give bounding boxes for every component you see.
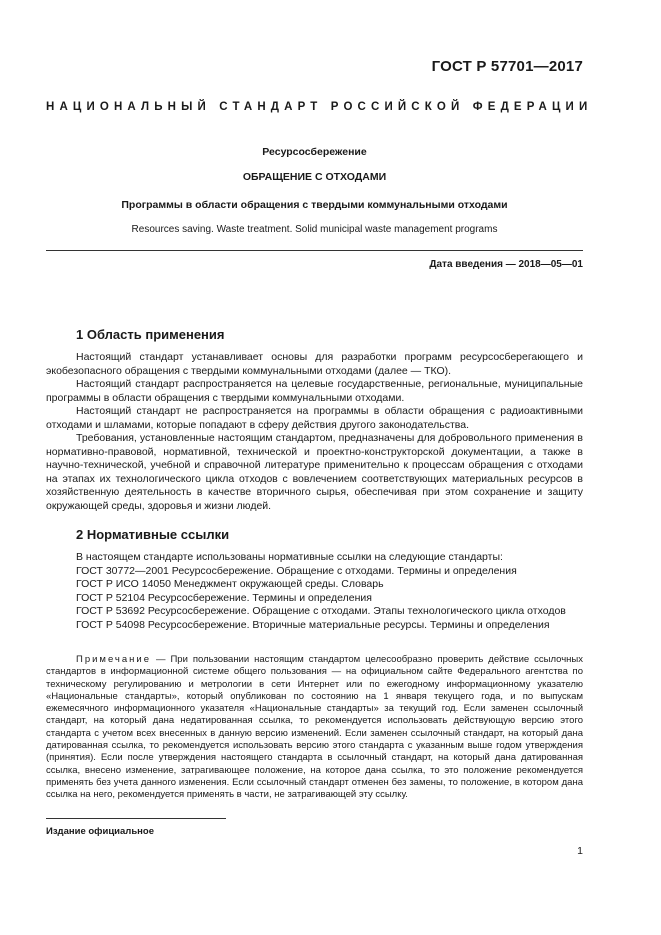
section-2-body <box>46 551 583 632</box>
note-label: Примечание <box>76 654 151 665</box>
note-text: — При пользовании настоящим стандартом целесообразно проверить действие ссылочных стандартов в информационной системе общего пользования — на официальном сайте Федерального агентства по техническому регулированию и метрологии в сети Интернет или по ежегодному информационному указателю «Национальные стандарты», который опубликован по состоянию на 1 января текущего года, и по выпускам ежемесячного информационного указателя «Национальные стандарты» за текущий год. Если заменен ссылочный стандарт, на который дана недатированная ссылка, то рекомендуется использовать действующую версию этого стандарта с учетом всех внесенных в данную версию изменений. Если заменен ссылочный стандарт, на который дана датированная ссылка, то рекомендуется использовать версию этого стандарта с указанным выше годом утверждения (принятия). Если после утверждения настоящего стандарта в ссылочный стандарт, на который дана датированная ссылка, внесено изменение, затрагивающее положение, на которое дана ссылка, то это положение рекомендуется применять без учета данного изменения. Если ссылочный стандарт отменен без замены, то положение, в котором дана ссылка на него, рекомендуется применять в части, не затрагивающей эту ссылку. <box>46 654 583 801</box>
edition-label: Издание официальное <box>46 826 154 837</box>
section-2-heading: 2 Нормативные ссылки <box>76 527 230 542</box>
section-1-body <box>46 351 583 513</box>
paragraph: Настоящий стандарт распространяется на целевые государственные, региональные, муниципальные программы в области обращения с твердыми коммунальными отходами. <box>46 378 583 404</box>
title-line-1: Ресурсосбережение <box>262 146 367 158</box>
references-lead: В настоящем стандарте использованы нормативные ссылки на следующие стандарты: <box>76 551 503 563</box>
paragraph: Настоящий стандарт не распространяется на программы в области обращения с радиоактивными отходами и шламами, которые попадают в сферу действия другого законодательства. <box>46 405 583 431</box>
reference-item: ГОСТ Р 52104 Ресурсосбережение. Термины и определения <box>76 591 372 604</box>
reference-item: ГОСТ Р 53692 Ресурсосбережение. Обращение с отходами. Этапы технологического цикла отходов <box>76 605 566 617</box>
page-number: 1 <box>577 845 583 857</box>
footer-rule <box>46 818 226 819</box>
paragraph: Настоящий стандарт устанавливает основы для разработки программ ресурсосберегающего и экобезопасного обращения с твердыми коммунальными отходами (далее — ТКО). <box>46 351 583 377</box>
reference-item: ГОСТ 30772—2001 Ресурсосбережение. Обращение с отходами. Термины и определения <box>76 564 517 577</box>
title-line-2: ОБРАЩЕНИЕ С ОТХОДАМИ <box>242 171 387 183</box>
paragraph: Требования, установленные настоящим стандартом, предназначены для добровольного применения в нормативно-правовой, нормативной, технической и проектно-конструкторской документации, а также в научно-технической, учебной и справочной литературе применительно к процессам обращения с отходами на этапах их технологического цикла отходов с вовлечением соответствующих материальных ресурсов в хозяйственную деятельность в качестве вторичного сырья, обеспечивая при этом сохранение и защиту окружающей среды, здоровья и жизни людей. <box>46 432 583 512</box>
section-1-heading: 1 Область применения <box>76 327 225 342</box>
standard-code: ГОСТ Р 57701—2017 <box>431 58 583 75</box>
title-english: Resources saving. Waste treatment. Solid municipal waste management programs <box>131 224 498 235</box>
header-rule <box>46 250 583 251</box>
reference-item: ГОСТ Р ИСО 14050 Менеджмент окружающей среды. Словарь <box>76 578 384 590</box>
intro-date: Дата введения — 2018—05—01 <box>429 259 583 270</box>
reference-item: ГОСТ Р 54098 Ресурсосбережение. Вторичные материальные ресурсы. Термины и определения <box>76 618 550 631</box>
note-block <box>46 654 583 802</box>
title-line-3: Программы в области обращения с твердыми коммунальными отходами <box>121 199 508 211</box>
national-standard-banner: НАЦИОНАЛЬНЫЙ СТАНДАРТ РОССИЙСКОЙ ФЕДЕРАЦИИ <box>46 101 593 113</box>
